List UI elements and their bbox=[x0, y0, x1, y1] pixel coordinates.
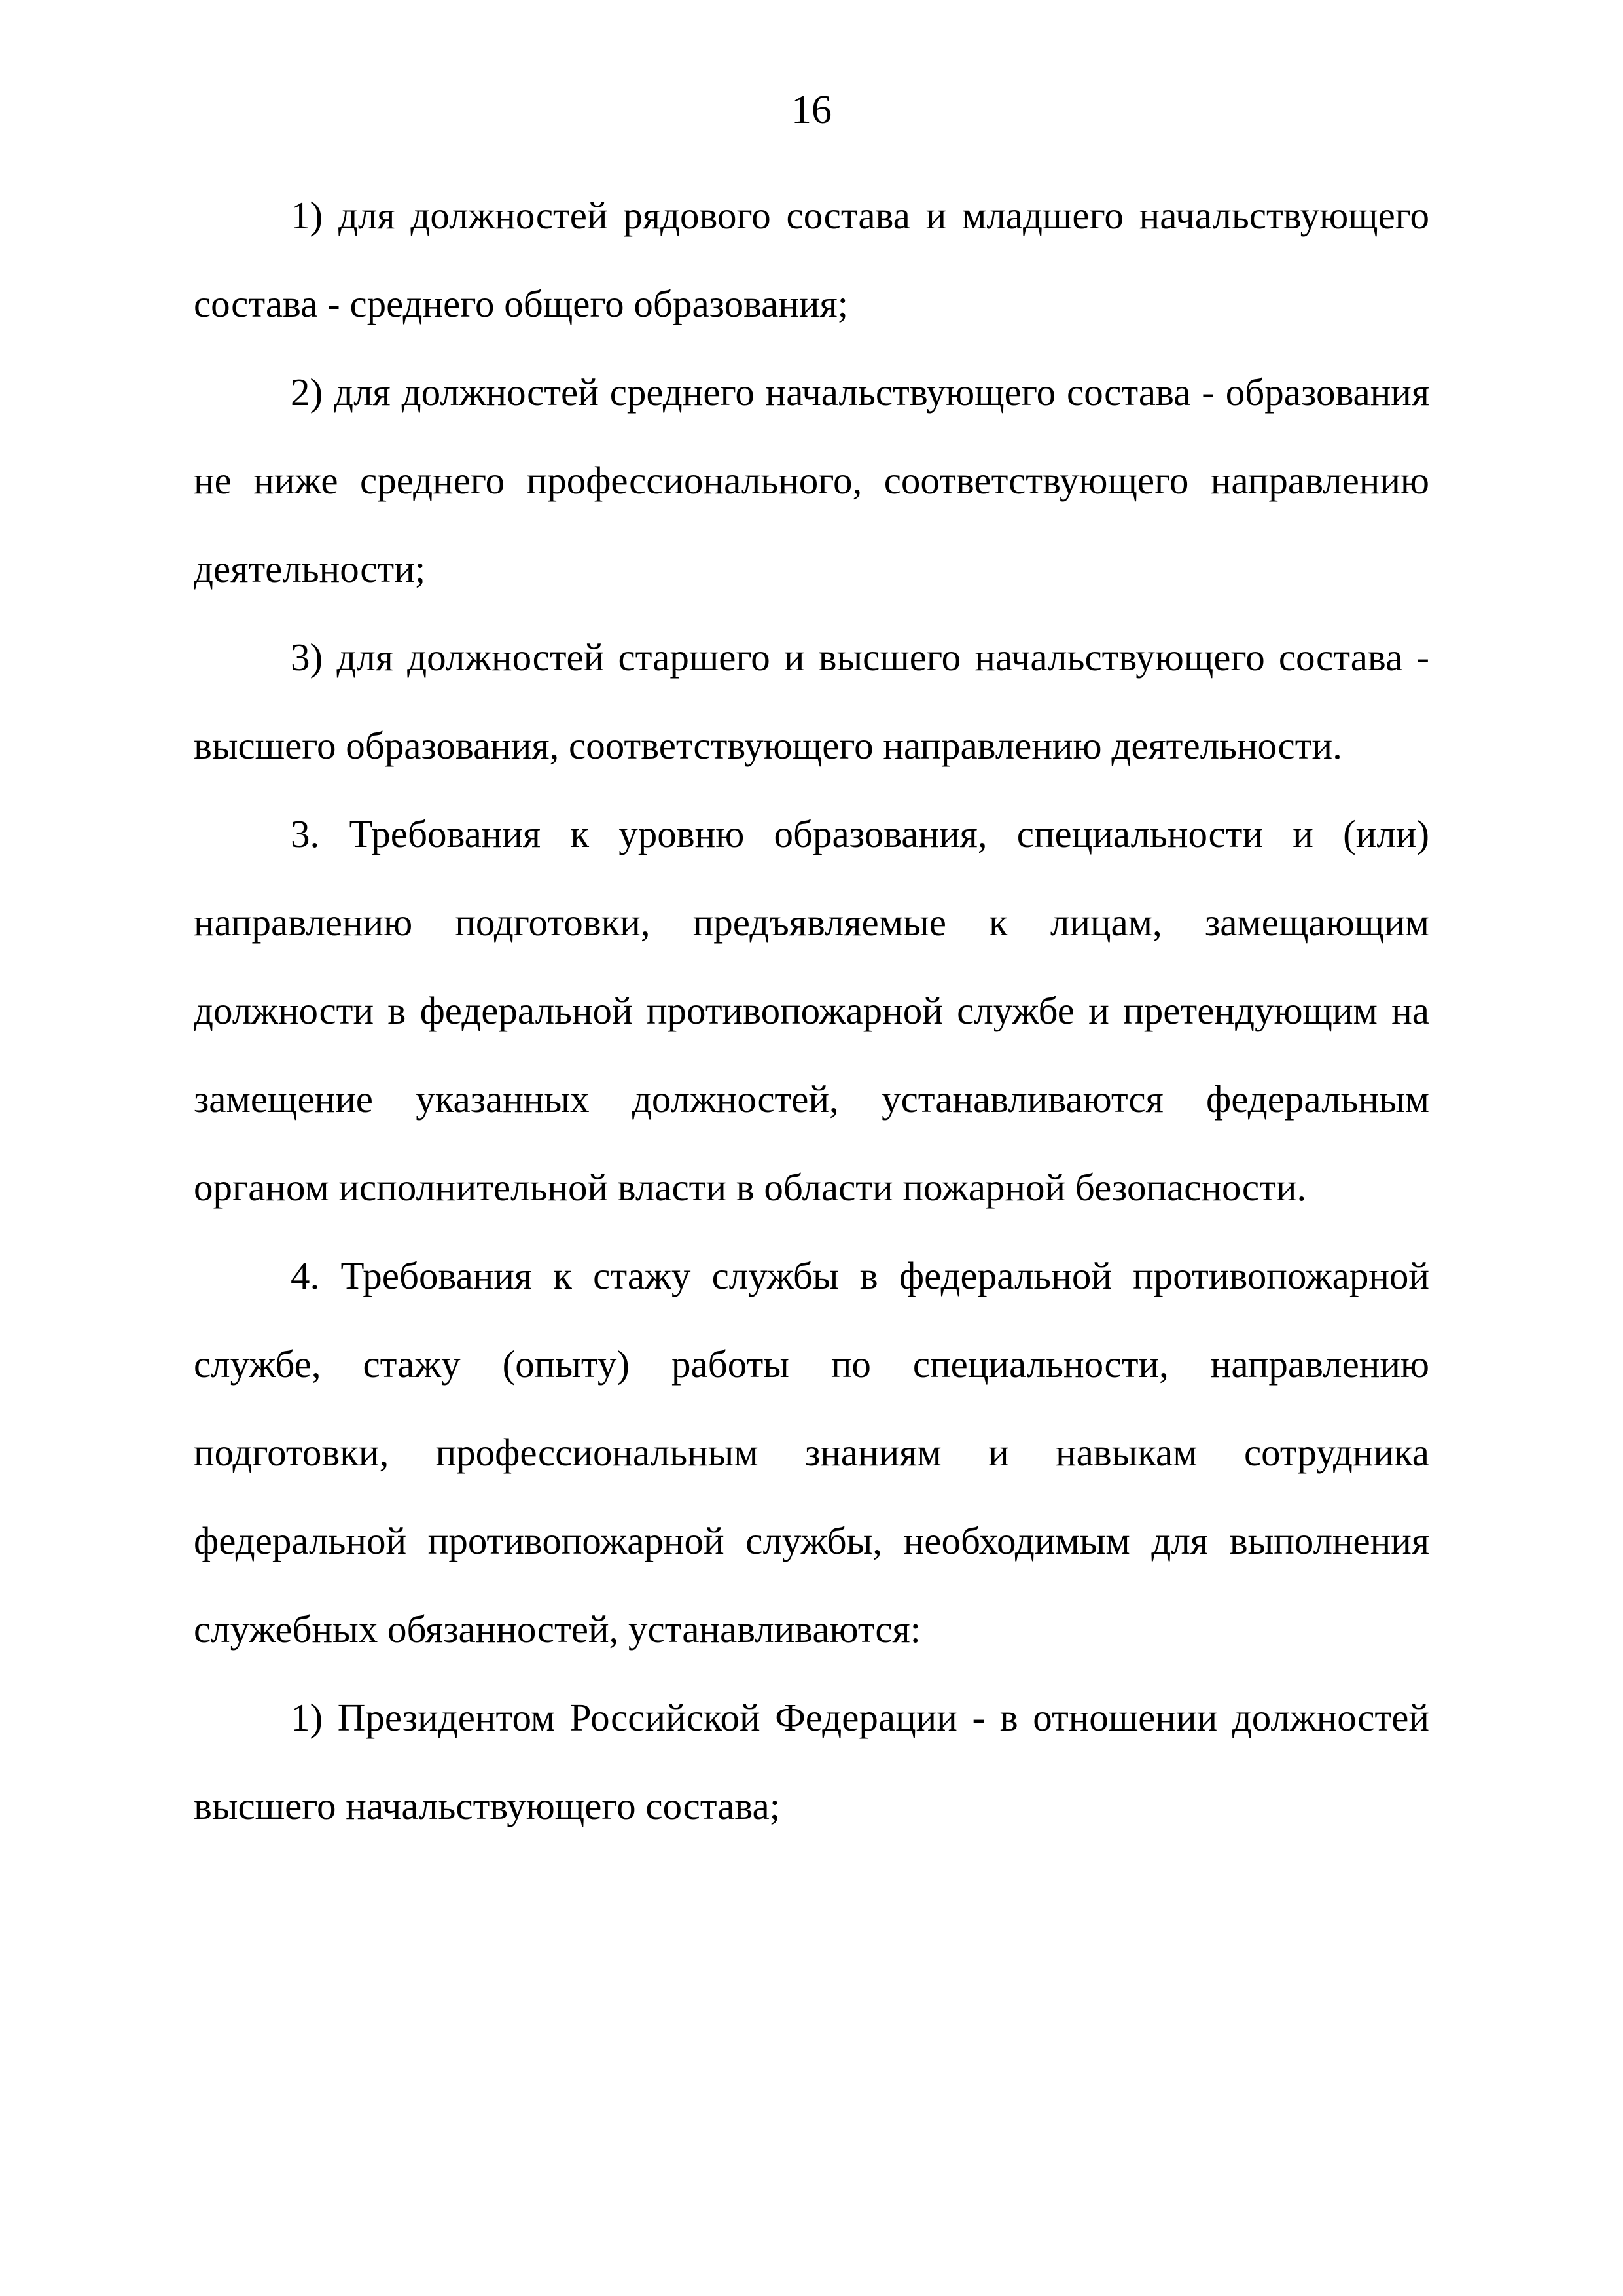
paragraph-item-1-president: 1) Президентом Российской Федерации - в отношении должностей высшего начальствующего состава; bbox=[194, 1696, 1429, 1827]
document-body bbox=[194, 171, 1429, 1850]
page-number: 16 bbox=[791, 88, 832, 132]
paragraph-section-3-education-requirements: 3. Требования к уровню образования, специальности и (или) направлению подготовки, предъявляемые к лицам, замещающим должности в федеральной противопожарной службе и претендующим на замещение указанных должностей, устанавливаются федеральным органом исполнительной власти в области пожарной безопасности. bbox=[194, 812, 1429, 1209]
paragraph-item-2-middle-staff: 2) для должностей среднего начальствующего состава - образования не ниже среднего профессионального, соответствующего направлению деятельности; bbox=[194, 370, 1429, 590]
paragraph-item-3-senior-staff: 3) для должностей старшего и высшего начальствующего состава - высшего образования, соответствующего направлению деятельности. bbox=[194, 636, 1429, 767]
paragraph-section-4-experience-requirements: 4. Требования к стажу службы в федеральной противопожарной службе, стажу (опыту) работы по специальности, направлению подготовки, профессиональным знаниям и навыкам сотрудника федеральной противопожарной службы, необходимым для выполнения служебных обязанностей, устанавливаются: bbox=[194, 1254, 1429, 1651]
paragraph-item-1-junior-staff: 1) для должностей рядового состава и младшего начальствующего состава - среднего общего образования; bbox=[194, 194, 1429, 325]
